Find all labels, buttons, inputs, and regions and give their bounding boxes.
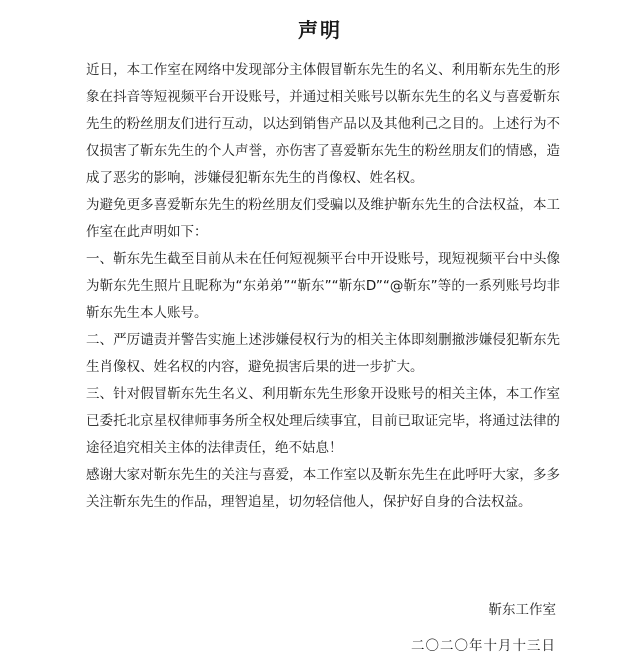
signature-date: 二〇二〇年十月十三日 xyxy=(411,638,556,654)
document-title: 声明 xyxy=(298,18,342,42)
paragraph-point-three: 三、针对假冒靳东先生名义、利用靳东先生形象开设账号的相关主体，本工作室已委托北京星权律师事务所全权处理后续事宜，目前已取证完毕，将通过法律的途径追究相关主体的法律责任，绝不姑息！ xyxy=(86,386,560,456)
paragraph-intro: 近日，本工作室在网络中发现部分主体假冒靳东先生的名义、利用靳东先生的形象在抖音等短视频平台开设账号，并通过相关账号以靳东先生的名义与喜爱靳东先生的粉丝朋友们进行互动，以达到销售产品以及其他利己之目的。上述行为不仅损害了靳东先生的个人声誉，亦伤害了喜爱靳东先生的粉丝朋友们的情感，造成了恶劣的影响，涉嫌侵犯靳东先生的肖像权、姓名权。 xyxy=(86,62,560,186)
paragraph-purpose: 为避免更多喜爱靳东先生的粉丝朋友们受骗以及维护靳东先生的合法权益，本工作室在此声明如下： xyxy=(86,197,560,240)
paragraph-closing: 感谢大家对靳东先生的关注与喜爱，本工作室以及靳东先生在此呼吁大家，多多关注靳东先生的作品，理智追星，切勿轻信他人，保护好自身的合法权益。 xyxy=(86,467,560,510)
paragraph-point-one: 一、靳东先生截至目前从未在任何短视频平台中开设账号，现短视频平台中头像为靳东先生照片且昵称为“东弟弟”“靳东”“靳东D”“@靳东”等的一系列账号均非靳东先生本人账号。 xyxy=(86,251,560,321)
signature-organization: 靳东工作室 xyxy=(488,602,556,618)
paragraph-point-two: 二、严厉谴责并警告实施上述涉嫌侵权行为的相关主体即刻删撤涉嫌侵犯靳东先生肖像权、姓名权的内容，避免损害后果的进一步扩大。 xyxy=(86,332,560,375)
